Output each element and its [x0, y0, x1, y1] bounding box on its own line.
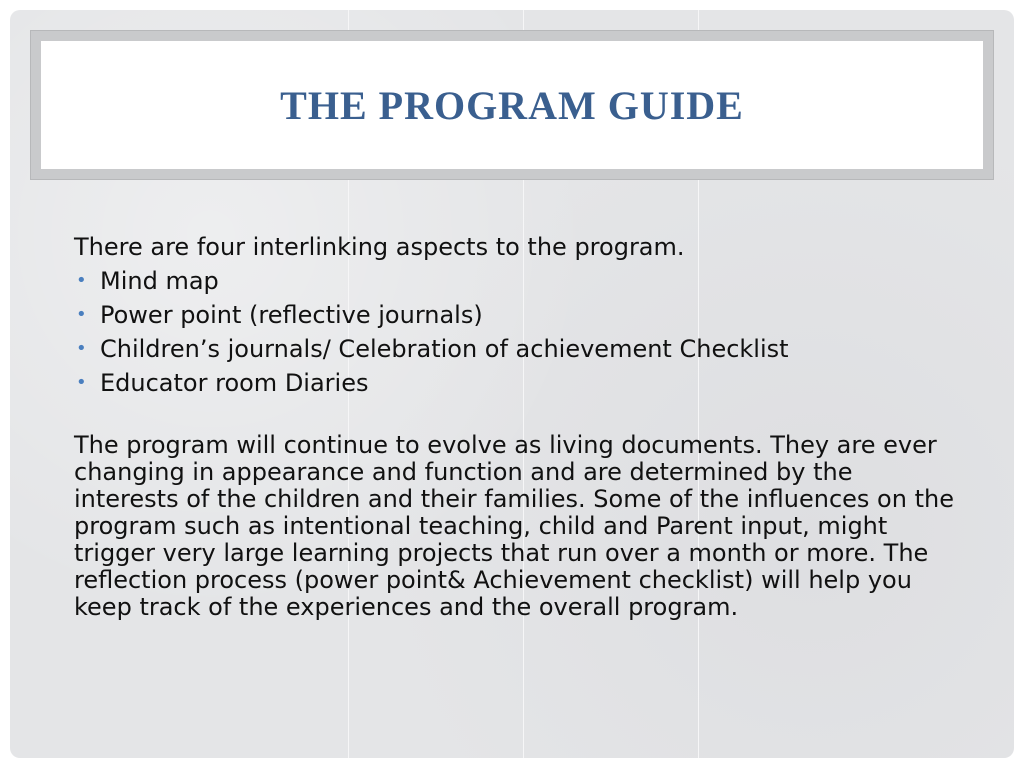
- list-item-label: Mind map: [100, 267, 219, 295]
- list-item: [74, 332, 954, 366]
- bullet-dot-icon: •: [76, 372, 87, 393]
- aspects-list: [74, 264, 954, 400]
- body-paragraph: The program will continue to evolve as living documents. They are ever changing in appearance and function and are determined by the interests of the children and their families. Some of the influences on the program such as intentional teaching, child and Parent input, might trigger very large learning projects that run over a month or more. The reflection process (power point& Achievement checklist) will help you keep track of the experiences and the overall program.: [74, 431, 954, 621]
- bullet-dot-icon: •: [76, 338, 87, 359]
- slide-content: [74, 230, 954, 621]
- title-box: [41, 41, 983, 169]
- list-item-label: Power point (reflective journals): [100, 301, 483, 329]
- list-item: [74, 298, 954, 332]
- bullet-dot-icon: •: [76, 304, 87, 325]
- slide: [10, 10, 1014, 758]
- list-item-label: Children’s journals/ Celebration of achievement Checklist: [100, 335, 789, 363]
- list-item: [74, 366, 954, 400]
- title-frame: [30, 30, 994, 180]
- list-item-label: Educator room Diaries: [100, 369, 369, 397]
- slide-title: THE PROGRAM GUIDE: [280, 82, 744, 128]
- intro-text: There are four interlinking aspects to the program.: [74, 233, 685, 261]
- bullet-dot-icon: •: [76, 270, 87, 291]
- list-item: [74, 264, 954, 298]
